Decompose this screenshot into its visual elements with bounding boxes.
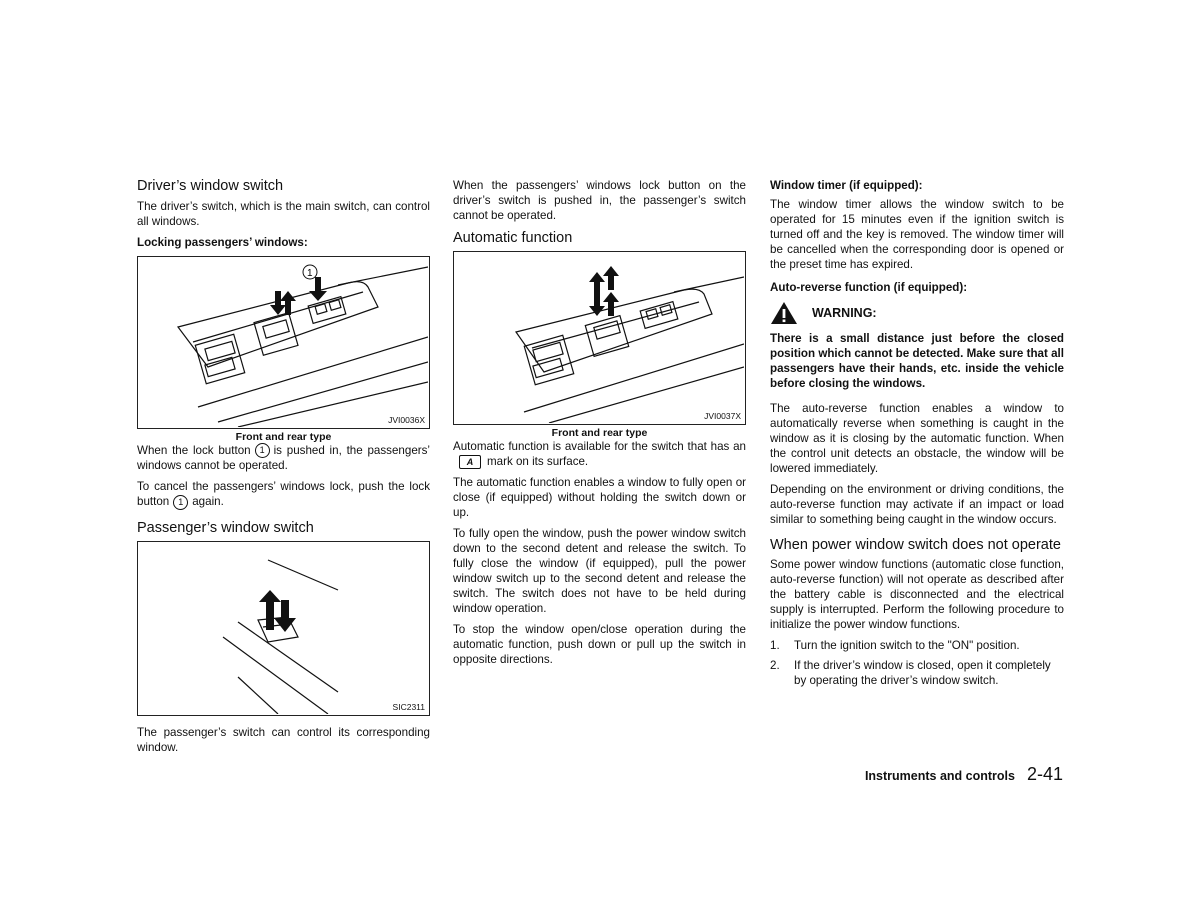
fig3-caption: Front and rear type	[551, 427, 648, 439]
figure-driver-switch	[137, 256, 430, 429]
section-title: Instruments and controls	[864, 769, 1015, 783]
column-1	[137, 178, 430, 761]
locking-heading: Locking passengers’ windows:	[137, 236, 308, 249]
callout-1-icon: 1	[255, 443, 270, 458]
drivers-switch-intro: The driver’s switch, which is the main switch, can control all windows.	[137, 200, 430, 228]
auto-paragraph-3: To fully open the window, push the power window switch down to the second detent and release the switch. To fully close the window (if equipped), pull the power window switch up to the second detent and release the switch. The switch does not have to be held during window operation.	[453, 527, 746, 615]
fig2-code: SIC2311	[392, 701, 425, 712]
column-2	[453, 178, 746, 673]
column-3	[770, 178, 1064, 693]
lock-paragraph-2: To cancel the passengers’ windows lock, push the lock button 1 again.	[137, 480, 430, 509]
fig3-code: JVI0037X	[704, 411, 741, 421]
auto-paragraph-4: To stop the window open/close operation during the automatic function, push down or pull up the switch in opposite directions.	[453, 623, 746, 666]
figure-automatic-function	[453, 251, 746, 425]
lock-button-paragraph: When the passengers’ windows lock button on the driver’s switch is pushed in, the passenger’s switch cannot be operated.	[453, 179, 746, 222]
passenger-paragraph: The passenger’s switch can control its corresponding window.	[137, 725, 430, 754]
fig1-callout: 1	[307, 268, 313, 279]
power-window-heading: When power window switch does not operate	[770, 537, 1061, 553]
callout-1-icon: 1	[173, 495, 188, 510]
warning-icon	[770, 301, 798, 325]
auto-paragraph-1: Automatic function is available for the switch that has anA mark on its surface.	[453, 440, 746, 468]
fig1-code: JVI0036X	[388, 415, 425, 425]
lock-paragraph-1: When the lock button 1 is pushed in, the passengers’ windows cannot be operated.	[137, 444, 430, 473]
list-item: 1. Turn the ignition switch to the "ON" position.	[770, 639, 1020, 652]
automatic-switch-illustration	[454, 252, 744, 423]
init-steps-list	[770, 638, 1064, 688]
drivers-switch-heading: Driver’s window switch	[137, 178, 284, 194]
warning-text: There is a small distance just before the closed position which cannot be detected. Make sure that all passengers have their hands, etc. inside the vehicle before closing the windows.	[770, 332, 1064, 390]
list-item: 2. If the driver’s window is closed, open it completely by operating the driver’s window switch.	[770, 659, 1051, 687]
auto-reverse-heading: Auto-reverse function (if equipped):	[770, 281, 968, 294]
power-window-paragraph: Some power window functions (automatic close function, auto-reverse function) will not operate as described after the battery cable is disconnected and the electrical supply is interrupted. Perform the following procedure to initialize the power window functions.	[770, 558, 1064, 631]
figure-passenger-switch	[137, 541, 430, 716]
warning-label: WARNING:	[812, 306, 877, 320]
automatic-function-heading: Automatic function	[453, 230, 573, 246]
auto-reverse-paragraph-1: The auto-reverse function enables a window to automatically reverse when something is caught in the window as it is closing by the automatic function. When the control unit detects an obstacle, the window will be lowered immediately.	[770, 402, 1064, 475]
auto-mark-icon: A	[459, 455, 481, 469]
auto-reverse-paragraph-2: Depending on the environment or driving conditions, the auto-reverse function may activate if an impact or load similar to something being caught in the window occurs.	[770, 483, 1064, 526]
page-number: 2-41	[1026, 764, 1063, 784]
passenger-switch-heading: Passenger’s window switch	[137, 519, 314, 536]
page-footer	[851, 764, 1063, 785]
driver-switch-illustration	[138, 257, 428, 427]
passenger-switch-illustration	[138, 542, 428, 714]
warning-row	[770, 301, 1064, 325]
window-timer-paragraph: The window timer allows the window switch to be operated for 15 minutes even if the ignition switch is turned off and the key is removed. The window timer will be cancelled when the corresponding door is opened or the preset time has expired.	[770, 198, 1064, 271]
fig1-caption: Front and rear type	[235, 431, 332, 443]
auto-paragraph-2: The automatic function enables a window to fully open or close (if equipped) without holding the switch down or up.	[453, 476, 746, 519]
window-timer-heading: Window timer (if equipped):	[770, 179, 923, 192]
